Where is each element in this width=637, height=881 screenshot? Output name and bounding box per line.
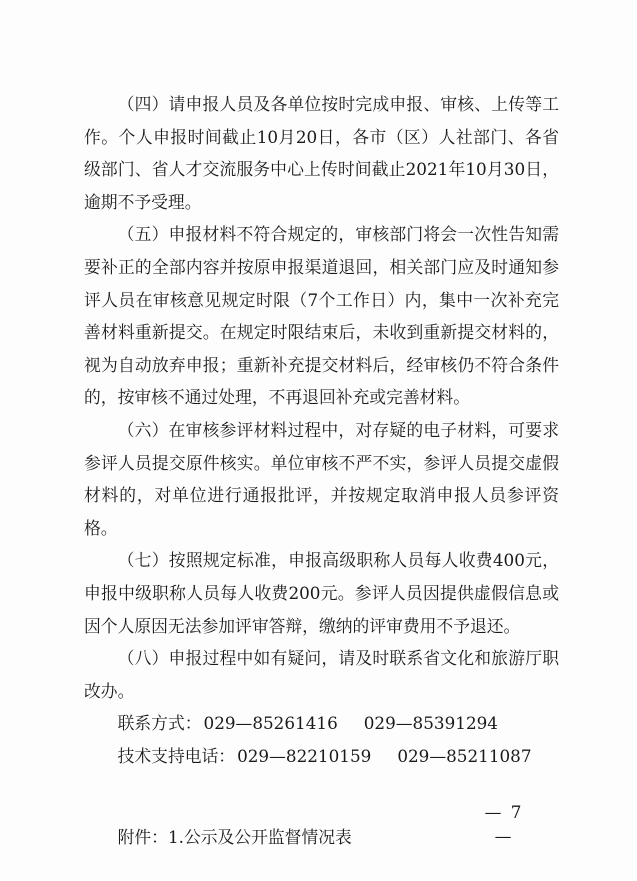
paragraph-5: （五）申报材料不符合规定的，审核部门将会一次性告知需要补正的全部内容并按原申报渠道退回，相关部门应及时通知参评人员在审核意见规定时限（7个工作日）内，集中一次补充完善材料重新提交。在规定时限结束后，未收到重新提交材料的，视为自动放弃申报；重新补充提交材料后，经审核仍不符合条件的，按审核不通过处理，不再退回补充或完善材料。	[84, 224, 559, 408]
contact-phone-2: 029—85391294	[363, 713, 498, 734]
attachment-line: 附件：1.公示及公开监督情况表	[117, 827, 352, 848]
paragraph-6: （六）在审核参评材料过程中，对存疑的电子材料，可要求参评人员提交原件核实。单位审核不严不实，参评人员提交虚假材料的，对单位进行通报批评，并按规定取消申报人员参评资格。	[84, 419, 559, 538]
document-body	[84, 88, 559, 854]
tech-support-label: 技术支持电话：	[117, 745, 236, 766]
contact-line	[84, 707, 559, 740]
tech-support-phone-1: 029—82210159	[237, 745, 372, 766]
page-number: — 7 —	[484, 802, 524, 846]
contact-label: 联系方式：	[117, 713, 202, 734]
paragraph-7: （七）按照规定标准，申报高级职称人员每人收费400元，申报中级职称人员每人收费200元。参评人员因提供虚假信息或因个人原因无法参加评审答辩，缴纳的评审费用不予退还。	[84, 550, 559, 636]
contact-phone-1: 029—85261416	[203, 713, 338, 734]
tech-support-phone-2: 029—85211087	[397, 745, 532, 766]
paragraph-4: （四）请申报人员及各单位按时完成申报、审核、上传等工作。个人申报时间截止10月20日，各市（区）人社部门、各省级部门、省人才交流服务中心上传时间截止2021年10月30日，逾期不予受理。	[84, 94, 559, 212]
paragraph-8: （八）申报过程中如有疑问，请及时联系省文化和旅游厅职改办。	[84, 648, 559, 701]
tech-support-line	[84, 740, 559, 773]
